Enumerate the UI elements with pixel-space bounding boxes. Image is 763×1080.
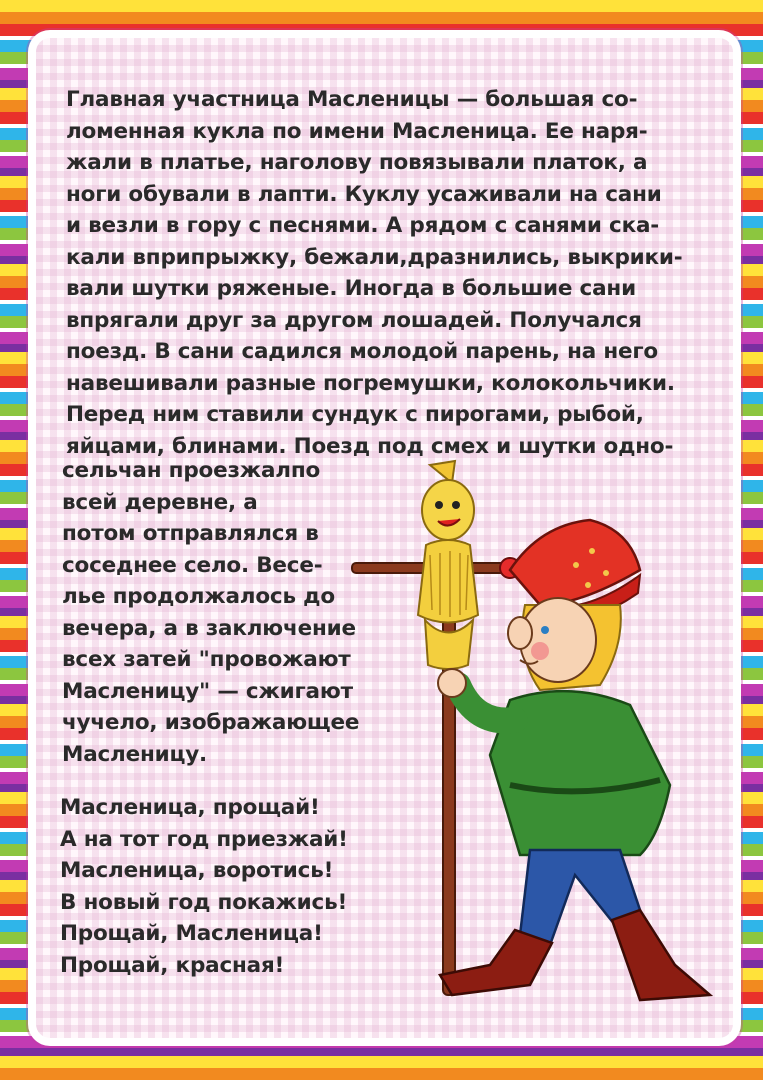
poem-line: Прощай, красная! bbox=[60, 952, 285, 978]
side-line: Масленицу. bbox=[62, 741, 208, 767]
side-line: чучело, изображающее bbox=[62, 710, 360, 735]
side-line: потом отправлялся в bbox=[62, 521, 319, 546]
side-line: соседнее село. Весе- bbox=[62, 552, 323, 578]
side-line: сельчан проезжалпо bbox=[62, 458, 321, 483]
intro-line: кали вприпрыжку, бежали,дразнились, выкрики- bbox=[66, 244, 683, 270]
intro-line: яйцами, блинами. Поезд под смех и шутки одно- bbox=[66, 433, 674, 459]
side-line: лье продолжалось до bbox=[62, 584, 335, 609]
intro-line: навешивали разные погремушки, колокольчики. bbox=[66, 370, 675, 396]
intro-line: Перед ним ставили сундук с пирогами, рыбой, bbox=[66, 402, 644, 427]
straw-doll-icon bbox=[418, 461, 478, 669]
side-paragraph bbox=[62, 455, 382, 770]
poem-line: В новый год покажись! bbox=[60, 889, 348, 915]
side-line: всех затей "провожают bbox=[62, 647, 351, 672]
intro-line: ноги обували в лапти. Куклу усаживали на сани bbox=[66, 181, 662, 207]
intro-line: Главная участница Масленицы — большая со- bbox=[66, 87, 638, 112]
boy-icon bbox=[438, 520, 710, 1000]
poem-line: Прощай, Масленица! bbox=[60, 921, 323, 946]
intro-line: впрягали друг за другом лошадей. Получался bbox=[66, 307, 642, 333]
intro-line: ломенная кукла по имени Масленица. Ее наря- bbox=[66, 118, 648, 144]
intro-line: жали в платье, наголову повязывали платок, а bbox=[66, 150, 648, 175]
intro-line: поезд. В сани садился молодой парень, на него bbox=[66, 339, 658, 364]
intro-line: и везли в гору с песнями. А рядом с санями ска- bbox=[66, 213, 660, 238]
poem-line: А на тот год приезжай! bbox=[60, 826, 348, 852]
side-line: вечера, а в заключение bbox=[62, 615, 356, 641]
side-line: всей деревне, а bbox=[62, 489, 258, 515]
side-line: Масленицу" — сжигают bbox=[62, 678, 353, 704]
intro-line: вали шутки ряженые. Иногда в большие сани bbox=[66, 276, 636, 301]
intro-paragraph bbox=[66, 84, 696, 462]
poem-line: Масленица, воротись! bbox=[60, 858, 334, 883]
poem-line: Масленица, прощай! bbox=[60, 795, 320, 820]
boy-with-straw-doll-illustration bbox=[340, 455, 740, 1025]
farewell-poem bbox=[60, 792, 380, 981]
